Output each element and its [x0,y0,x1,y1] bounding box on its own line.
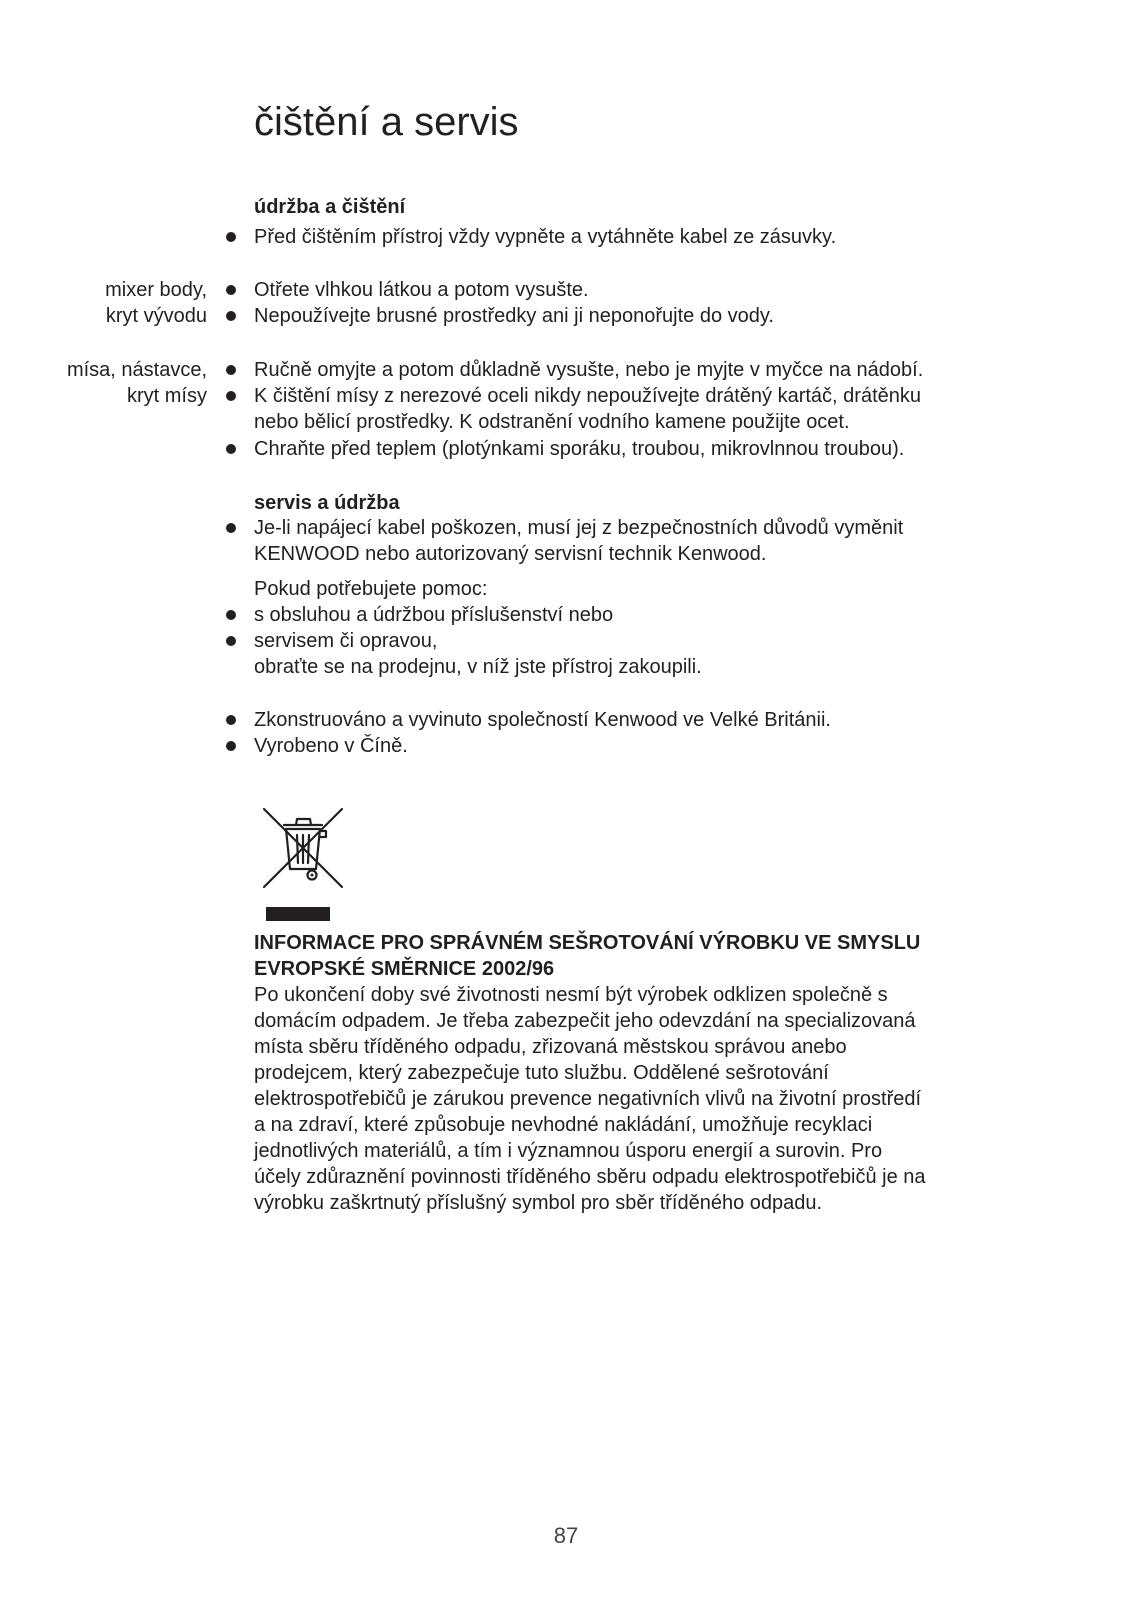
page-title: čištění a servis [254,100,519,144]
bullet-icon [226,365,236,375]
body-cleaning-step: Otřete vlhkou látkou a potom vysušte. [254,279,589,301]
bullet-icon [226,636,236,646]
bullet-icon [226,232,236,242]
bowl-steel-warning-line1: K čištění mísy z nerezové oceli nikdy nepoužívejte drátěný kartáč, drátěnku [254,385,922,407]
service-heading: servis a údržba [254,492,400,514]
weee-body-line: a na zdraví, které způsobuje nevhodné nakládání, umožňuje recyklaci [254,1114,873,1136]
bullet-icon [226,285,236,295]
help-intro: Pokud potřebujete pomoc: [254,578,488,600]
weee-body-line: domácím odpadem. Je třeba zabezpečit jeho odevzdání na specializovaná [254,1010,916,1032]
help-item-repair: servisem či opravou, [254,630,438,652]
bullet-icon [226,523,236,533]
bowl-steel-warning-line2: nebo bělicí prostředky. K odstranění vodního kamene použijte ocet. [254,411,850,433]
unplug-instruction: Před čištěním přístroj vždy vypněte a vytáhněte kabel ze zásuvky. [254,226,837,248]
designed-in-uk: Zkonstruováno a vyvinuto společností Kenwood ve Velké Británii. [254,709,831,731]
bullet-icon [226,715,236,725]
weee-body-line: účely zdůraznění povinnosti tříděného sběru odpadu elektrospotřebičů je na [254,1166,926,1188]
weee-body-line: výrobku zaškrtnutý příslušný symbol pro sběr tříděného odpadu. [254,1192,823,1214]
bullet-icon [226,610,236,620]
weee-heading-line2: EVROPSKÉ SMĚRNICE 2002/96 [254,958,555,980]
bullet-icon [226,391,236,401]
cable-notice-line2: KENWOOD nebo autorizovaný servisní technik Kenwood. [254,543,767,565]
page-number: 87 [553,1523,579,1548]
weee-body-line: Po ukončení doby své životnosti nesmí být výrobek odklizen společně s [254,984,888,1006]
heat-warning: Chraňte před teplem (plotýnkami sporáku, troubou, mikrovlnnou troubou). [254,438,905,460]
weee-body-line: prodejcem, který zabezpečuje tuto službu. Oddělené sešrotování [254,1062,829,1084]
side-label-bowl-cover: kryt mísy [127,385,207,407]
weee-body-line: místa sběru tříděného odpadu, zřizovaná městskou správou anebo [254,1036,847,1058]
help-item-usage: s obsluhou a údržbou příslušenství nebo [254,604,614,626]
body-cleaning-warning: Nepoužívejte brusné prostředky ani ji neponořujte do vody. [254,305,774,327]
weee-body-line: jednotlivých materiálů, a tím i významnou úsporu energií a surovin. Pro [254,1140,883,1162]
made-in-china: Vyrobeno v Číně. [254,735,408,757]
bowl-washing-step: Ručně omyjte a potom důkladně vysušte, nebo je myjte v myčce na nádobí. [254,359,924,381]
side-label-mixer-body: mixer body, [105,279,207,301]
side-label-outlet-cover: kryt vývodu [105,305,207,327]
weee-heading-line1: INFORMACE PRO SPRÁVNÉM SEŠROTOVÁNÍ VÝROBKU VE SMYSLU [254,932,921,954]
weee-body-line: elektrospotřebičů je zárukou prevence negativních vlivů na životní prostředí [254,1088,922,1110]
bullet-icon [226,444,236,454]
maintenance-heading: údržba a čištění [254,196,406,218]
help-outro: obraťte se na prodejnu, v níž jste přístroj zakoupili. [254,656,702,678]
cable-notice-line1: Je-li napájecí kabel poškozen, musí jej z bezpečnostních důvodů vyměnit [254,517,904,539]
side-label-bowl-attachments: mísa, nástavce, [66,359,207,381]
bullet-icon [226,311,236,321]
bullet-icon [226,741,236,751]
crossed-out-wheelie-bin-icon [262,807,346,927]
